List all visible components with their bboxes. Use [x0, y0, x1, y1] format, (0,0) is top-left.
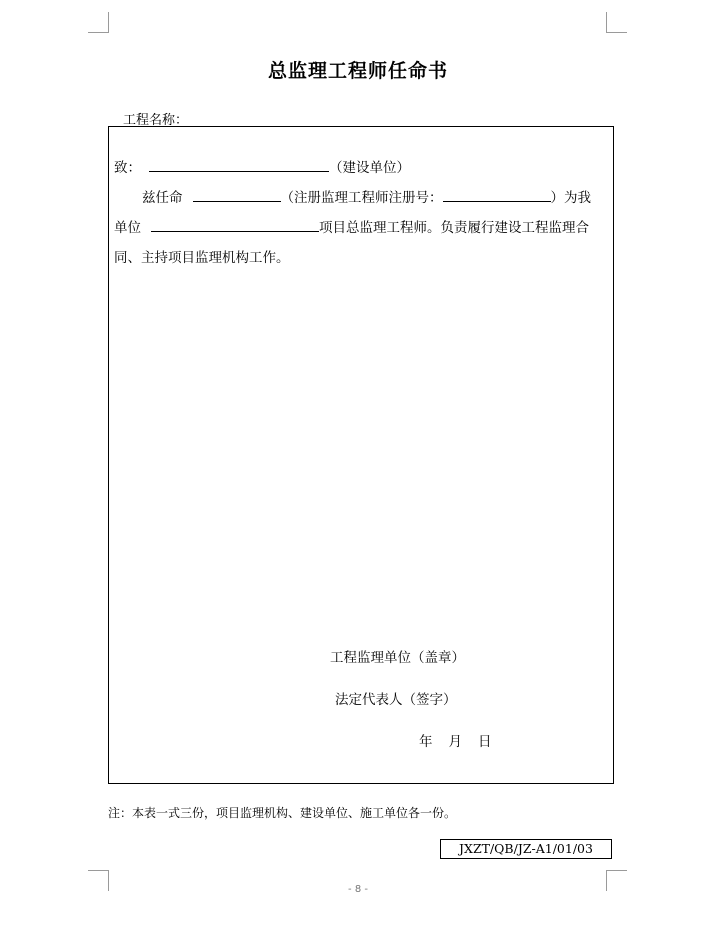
- appointment-line: [142, 186, 591, 206]
- date-year: 年: [419, 734, 433, 750]
- client-unit-blank[interactable]: [149, 158, 329, 172]
- addressee-line: [114, 156, 410, 176]
- registration-number-blank[interactable]: [443, 188, 551, 202]
- date-line: [419, 730, 492, 750]
- unit-prefix: 单位: [114, 220, 141, 236]
- duty-line: 同、主持项目监理机构工作。: [114, 250, 290, 266]
- crop-mark-top-left: [88, 12, 109, 33]
- supervision-unit-seal-label: 工程监理单位（盖章）: [330, 650, 465, 666]
- footnote: 注：本表一式三份，项目监理机构、建设单位、施工单位各一份。: [108, 806, 457, 820]
- form-frame: [108, 126, 614, 784]
- reg-label: （注册监理工程师注册号：: [280, 190, 443, 206]
- reg-suffix: ）为我: [550, 190, 591, 206]
- project-name-label: 工程名称：: [123, 113, 189, 128]
- to-suffix: （建设单位）: [329, 160, 410, 176]
- project-name-blank[interactable]: [151, 218, 319, 232]
- to-prefix: 致：: [114, 160, 141, 176]
- date-month: 月: [448, 734, 462, 750]
- appoint-prefix: 兹任命: [142, 190, 183, 206]
- unit-suffix: 项目总监理工程师。负责履行建设工程监理合: [319, 220, 589, 236]
- unit-line: [114, 216, 589, 236]
- form-code: JXZT/QB/JZ-A1/01/03: [440, 839, 612, 859]
- engineer-name-blank[interactable]: [193, 188, 281, 202]
- page-number: - 8 -: [348, 884, 368, 895]
- date-day: 日: [478, 734, 492, 750]
- legal-representative-label: 法定代表人（签字）: [335, 692, 457, 708]
- crop-mark-top-right: [606, 12, 627, 33]
- document-title: 总监理工程师任命书: [267, 60, 448, 82]
